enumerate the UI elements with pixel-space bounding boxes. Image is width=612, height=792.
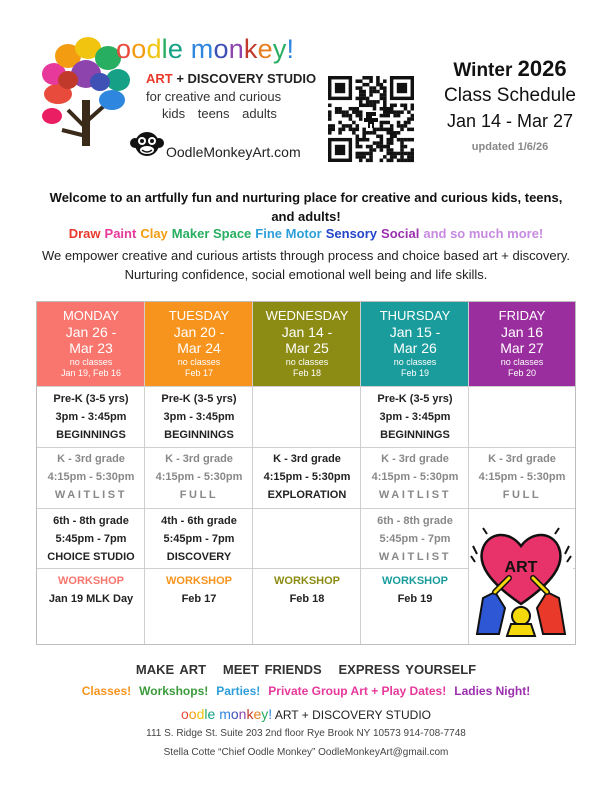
brand-letter: o bbox=[116, 34, 132, 64]
class-age: K - 3rd grade bbox=[165, 453, 233, 465]
schedule-grid bbox=[36, 301, 576, 645]
no-classes-dates: Feb 19 bbox=[400, 368, 430, 378]
class-time: 4:15pm - 5:30pm bbox=[155, 471, 243, 483]
thursday-prek-class[interactable] bbox=[361, 390, 469, 444]
brand-letter: y bbox=[272, 34, 287, 64]
day-start: Jan 20 - bbox=[173, 324, 225, 340]
art-badge-text: ART bbox=[504, 559, 538, 576]
friday-k3-class[interactable] bbox=[469, 450, 575, 504]
class-status: FULL bbox=[502, 489, 542, 501]
activities-list bbox=[36, 226, 576, 241]
brand-letter: e bbox=[167, 34, 184, 64]
workshop-date: Jan 19 MLK Day bbox=[48, 593, 134, 605]
thursday-upper-class[interactable] bbox=[361, 512, 469, 566]
brand-letter: l bbox=[161, 34, 168, 64]
offer-item: Parties! bbox=[216, 684, 261, 698]
day-start: Jan 15 - bbox=[389, 324, 441, 340]
website-link[interactable]: OodleMonkeyArt.com bbox=[166, 144, 301, 160]
activity-item: and so much more! bbox=[423, 226, 544, 241]
tuesday-prek-class[interactable] bbox=[145, 390, 253, 444]
brand-letter: k bbox=[243, 34, 258, 64]
season-word: Winter bbox=[453, 60, 513, 81]
brand-letter: y bbox=[261, 706, 269, 722]
monday-workshop[interactable] bbox=[37, 572, 145, 608]
thursday-workshop[interactable] bbox=[361, 572, 469, 608]
brand-letter: l bbox=[204, 706, 208, 722]
grid-divider bbox=[144, 302, 145, 644]
activity-item: Sensory bbox=[325, 226, 378, 241]
footer-address: 111 S. Ridge St. Suite 203 2nd floor Rye Brook NY 10573 914-708-7748 bbox=[146, 728, 466, 739]
day-name: TUESDAY bbox=[168, 308, 230, 323]
monday-header bbox=[37, 302, 145, 386]
day-name: FRIDAY bbox=[498, 308, 546, 323]
class-time: 4:15pm - 5:30pm bbox=[478, 471, 566, 483]
no-classes-label: no classes bbox=[69, 357, 113, 367]
class-age: K - 3rd grade bbox=[273, 453, 341, 465]
thursday-k3-class[interactable] bbox=[361, 450, 469, 504]
activity-item: Clay bbox=[140, 226, 168, 241]
wednesday-k3-class[interactable] bbox=[253, 450, 361, 504]
day-start: Jan 26 - bbox=[65, 324, 117, 340]
schedule-title: Class Schedule bbox=[443, 85, 577, 106]
updated-note: updated 1/6/26 bbox=[471, 141, 549, 153]
monday-k3-class[interactable] bbox=[37, 450, 145, 504]
offer-item: Ladies Night! bbox=[454, 684, 531, 698]
day-start: Jan 16 bbox=[500, 324, 544, 340]
day-end: Mar 25 bbox=[285, 340, 329, 356]
day-end: Mar 23 bbox=[69, 340, 113, 356]
class-time: 4:15pm - 5:30pm bbox=[263, 471, 351, 483]
tuesday-upper-class[interactable] bbox=[145, 512, 253, 566]
season-year: 2026 bbox=[517, 56, 567, 81]
footer-tagline: MAKE ART MEET FRIENDS EXPRESS YOURSELF bbox=[135, 662, 477, 677]
class-time: 5:45pm - 7pm bbox=[55, 533, 127, 545]
offer-item: Private Group Art + Play Dates! bbox=[268, 684, 447, 698]
brand-letter: d bbox=[196, 706, 205, 722]
activity-item: Fine Motor bbox=[255, 226, 322, 241]
class-time: 5:45pm - 7pm bbox=[379, 533, 451, 545]
monday-prek-class[interactable] bbox=[37, 390, 145, 444]
brand-letter: k bbox=[246, 706, 254, 722]
workshop-date: Feb 17 bbox=[181, 593, 217, 605]
studio-art-word: ART bbox=[146, 71, 173, 86]
brand-letter: m bbox=[219, 706, 231, 722]
class-status: WAITLIST bbox=[378, 489, 452, 501]
tuesday-workshop[interactable] bbox=[145, 572, 253, 608]
tuesday-header bbox=[145, 302, 253, 386]
workshop-label: WORKSHOP bbox=[274, 575, 340, 587]
class-time: 3pm - 3:45pm bbox=[379, 411, 451, 423]
class-status: WAITLIST bbox=[378, 551, 452, 563]
no-classes-label: no classes bbox=[393, 357, 437, 367]
brand-letter: o bbox=[131, 34, 147, 64]
no-classes-dates: Feb 18 bbox=[292, 368, 322, 378]
activity-item: Maker Space bbox=[171, 226, 252, 241]
brand-letter: d bbox=[146, 34, 162, 64]
class-status: WAITLIST bbox=[54, 489, 128, 501]
offer-item: Workshops! bbox=[139, 684, 209, 698]
season-title bbox=[430, 56, 590, 82]
brand-letter: e bbox=[257, 34, 273, 64]
class-time: 3pm - 3:45pm bbox=[55, 411, 127, 423]
day-name: WEDNESDAY bbox=[265, 308, 349, 323]
studio-subtitle bbox=[146, 71, 316, 86]
class-status: EXPLORATION bbox=[267, 489, 347, 501]
activity-item: Social bbox=[381, 226, 420, 241]
class-age: Pre-K (3-5 yrs) bbox=[53, 393, 129, 405]
qr-code-icon[interactable] bbox=[328, 72, 414, 166]
class-age: 4th - 6th grade bbox=[161, 515, 237, 527]
workshop-label: WORKSHOP bbox=[58, 575, 124, 587]
class-status: BEGINNINGS bbox=[380, 429, 450, 441]
offer-item: Classes! bbox=[81, 684, 132, 698]
brand-letter: o bbox=[213, 34, 229, 64]
class-age: Pre-K (3-5 yrs) bbox=[161, 393, 237, 405]
thursday-column bbox=[361, 302, 469, 644]
thursday-header bbox=[361, 302, 469, 386]
no-classes-label: no classes bbox=[285, 357, 329, 367]
day-start: Jan 14 - bbox=[281, 324, 333, 340]
day-name: MONDAY bbox=[62, 308, 120, 323]
class-age: K - 3rd grade bbox=[57, 453, 125, 465]
tuesday-k3-class[interactable] bbox=[145, 450, 253, 504]
day-end: Mar 27 bbox=[500, 340, 544, 356]
offers-list bbox=[36, 684, 576, 698]
brand-letter: o bbox=[230, 706, 239, 722]
mission-text: We empower creative and curious artists through process and choice based art + discovery. Nurturing confidence, social emotional well being and life skills. bbox=[41, 248, 571, 282]
class-time: 4:15pm - 5:30pm bbox=[47, 471, 135, 483]
brand-letter: ! bbox=[286, 34, 295, 64]
brand-letter: n bbox=[228, 34, 244, 64]
workshop-date: Feb 18 bbox=[289, 593, 325, 605]
brand-name bbox=[116, 36, 294, 63]
no-classes-label: no classes bbox=[500, 357, 544, 367]
brand-letter bbox=[183, 34, 191, 64]
studio-rest: + DISCOVERY STUDIO bbox=[172, 71, 317, 86]
class-age: 6th - 8th grade bbox=[377, 515, 453, 527]
monkey-face-icon bbox=[130, 130, 164, 158]
no-classes-dates: Feb 20 bbox=[507, 368, 537, 378]
workshop-label: WORKSHOP bbox=[382, 575, 448, 587]
brand-letter: ! bbox=[268, 706, 273, 722]
workshop-label: WORKSHOP bbox=[166, 575, 232, 587]
class-time: 5:45pm - 7pm bbox=[163, 533, 235, 545]
class-status: BEGINNINGS bbox=[164, 429, 234, 441]
brand-letter: e bbox=[207, 706, 216, 722]
footer-contact: Stella Cotte “Chief Oodle Monkey” OodleMonkeyArt@gmail.com bbox=[163, 747, 449, 758]
wednesday-workshop[interactable] bbox=[253, 572, 361, 608]
class-time: 3pm - 3:45pm bbox=[163, 411, 235, 423]
day-name: THURSDAY bbox=[379, 308, 451, 323]
grid-divider bbox=[37, 447, 575, 448]
day-end: Mar 26 bbox=[393, 340, 437, 356]
class-status: DISCOVERY bbox=[166, 551, 232, 563]
wednesday-column bbox=[253, 302, 361, 644]
class-status: FULL bbox=[179, 489, 219, 501]
tuesday-column bbox=[145, 302, 253, 644]
activity-item: Paint bbox=[104, 226, 137, 241]
no-classes-dates: Feb 17 bbox=[184, 368, 214, 378]
grid-divider bbox=[37, 508, 575, 509]
footer-brand-name bbox=[181, 706, 272, 722]
class-age: 6th - 8th grade bbox=[53, 515, 129, 527]
workshop-date: Feb 19 bbox=[397, 593, 433, 605]
class-time: 4:15pm - 5:30pm bbox=[371, 471, 459, 483]
wednesday-header bbox=[253, 302, 361, 386]
no-classes-dates: Jan 19, Feb 16 bbox=[60, 368, 122, 378]
brand-letter: o bbox=[181, 706, 189, 722]
grid-divider bbox=[252, 302, 253, 644]
class-age: K - 3rd grade bbox=[488, 453, 556, 465]
footer-studio-suffix: ART + DISCOVERY STUDIO bbox=[272, 708, 431, 722]
monday-column bbox=[37, 302, 145, 644]
grid-divider bbox=[360, 302, 361, 644]
class-status: CHOICE STUDIO bbox=[47, 551, 135, 563]
tagline-line-1: for creative and curious bbox=[146, 89, 282, 104]
brand-letter: n bbox=[238, 706, 247, 722]
art-heart-illustration-icon bbox=[469, 512, 573, 638]
brand-letter: o bbox=[188, 706, 197, 722]
monday-upper-class[interactable] bbox=[37, 512, 145, 566]
activity-item: Draw bbox=[68, 226, 101, 241]
no-classes-label: no classes bbox=[177, 357, 221, 367]
brand-letter: m bbox=[190, 34, 214, 64]
class-age: Pre-K (3-5 yrs) bbox=[377, 393, 453, 405]
class-age: K - 3rd grade bbox=[381, 453, 449, 465]
season-date-range: Jan 14 - Mar 27 bbox=[446, 111, 574, 131]
tagline-line-2: kids teens adults bbox=[162, 106, 277, 121]
day-end: Mar 24 bbox=[177, 340, 221, 356]
grid-divider bbox=[37, 386, 575, 387]
welcome-text: Welcome to an artfully fun and nurturing place for creative and curious kids, teens, and adults! bbox=[49, 190, 563, 224]
brand-letter: e bbox=[253, 706, 262, 722]
footer-brand-line bbox=[36, 706, 576, 722]
class-status: BEGINNINGS bbox=[56, 429, 126, 441]
friday-header bbox=[469, 302, 575, 386]
